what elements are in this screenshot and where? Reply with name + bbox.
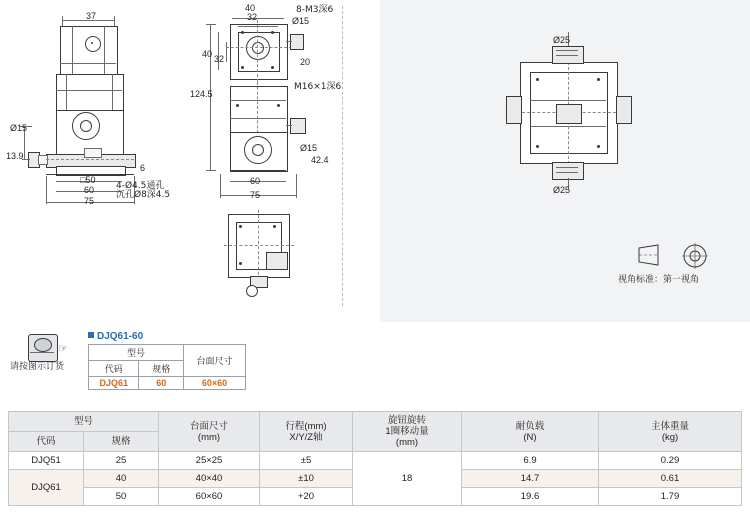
cell-code: DJQ51 [9,452,84,470]
model-size-header: 台面尺寸 [184,345,246,377]
dim-side-32: 32 [247,12,258,22]
projection-circle-icon [682,243,708,269]
model-code-value: DJQ61 [89,377,139,390]
dim-side-d15-top: Ø15 [292,16,310,26]
cell-load: 19.6 [462,488,599,506]
dim-front-75: 75 [84,196,95,206]
cell-weight: 0.29 [599,452,742,470]
table-row [9,452,742,470]
dim-side-32-v: 32 [214,54,225,64]
dim-iso-d25-bottom: Ø25 [553,185,571,195]
dim-side-124-5: 124.5 [190,89,213,99]
cell-knob: 18 [353,452,462,506]
cell-weight: 0.61 [599,470,742,488]
dim-front-6: 6 [140,163,146,173]
cell-load: 6.9 [462,452,599,470]
side-knob-mid [290,118,306,134]
th-spec: 规格 [84,432,159,452]
model-group-header: 型号 [89,345,184,361]
dim-front-d15: Ø15 [10,123,28,133]
projection-cone-icon [636,244,670,266]
table-header-row [9,412,742,432]
th-table-size: 台面尺寸 (mm) [159,412,260,452]
th-stroke: 行程(mm) X/Y/Z轴 [260,412,353,452]
spec-table [8,411,742,506]
table-row [89,345,246,361]
cell-spec: 25 [84,452,159,470]
model-spec-value: 60 [139,377,184,390]
dim-side-40: 40 [245,3,256,13]
dim-side-d15-low: Ø15 [300,143,318,153]
cell-spec: 40 [84,470,159,488]
dim-side-75: 75 [250,190,261,200]
cell-stroke: +20 [260,488,353,506]
cell-code: DJQ61 [9,470,84,506]
note-counterbore: 沉孔Ø8深4.5 [116,190,171,200]
arrow-icon: ☞ [58,343,68,355]
th-model-group: 型号 [9,412,159,432]
note-through-hole: 4-Ø4.5通孔 [116,181,165,191]
cell-load: 14.7 [462,470,599,488]
dim-front-37: 37 [86,11,97,21]
order-note: 请按图示订货 [10,362,65,372]
model-spec-header: 规格 [139,361,184,377]
cell-stroke: ±5 [260,452,353,470]
dim-front-13-9: 13.9 [6,151,24,161]
cell-weight: 1.79 [599,488,742,506]
cell-size: 40×40 [159,470,260,488]
front-bracket-hole [85,36,101,52]
dim-side-40-v: 40 [202,49,213,59]
note-m16: M16×1深6 [294,82,342,92]
th-knob-travel: 旋钮旋转 1圈移动量 (mm) [353,412,462,452]
cell-stroke: ±10 [260,470,353,488]
side-knob-top [290,34,304,50]
cell-spec: 50 [84,488,159,506]
dim-side-20: 20 [300,57,311,67]
side-body [230,86,288,134]
model-code-header: 代码 [89,361,139,377]
table-row [89,377,246,390]
dim-side-60: 60 [250,176,261,186]
dim-front-60: 60 [84,185,95,195]
model-size-value: 60×60 [184,377,246,390]
th-load: 耐负载 (N) [462,412,599,452]
bullet-square [88,332,94,338]
iso-knob-right [616,96,632,124]
iso-knob-left [506,96,522,124]
projection-note: 视角标准：第一视角 [618,275,700,285]
dim-side-42-4: 42.4 [311,155,329,165]
note-8-m3: 8-M3深6 [296,5,334,15]
th-weight: 主体重量 (kg) [599,412,742,452]
view-divider [342,6,343,306]
model-table [88,344,246,390]
dim-front-sq50: □50 [80,175,96,185]
dim-iso-d25-top: Ø25 [553,35,571,45]
cell-size: 25×25 [159,452,260,470]
th-code: 代码 [9,432,84,452]
model-title: DJQ61-60 [88,331,143,342]
cell-size: 60×60 [159,488,260,506]
